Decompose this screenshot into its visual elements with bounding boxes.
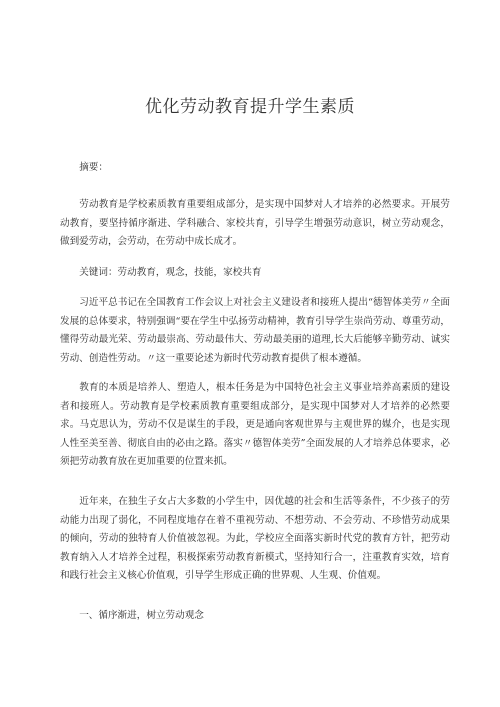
body-paragraph-1: 习近平总书记在全国教育工作会议上对社会主义建设者和接班人提出“德智体美劳〃全面发展的总体要求，特别强调“要在学生中弘扬劳动精神，教育引导学生崇尚劳动、尊重劳动，懂得劳动最光荣、劳动最崇高、劳动最伟大、劳动最美丽的道理,长大后能够辛勤劳动、诚实劳动、创造性劳动。〃这一重要论述为新时代劳动教育提供了根本遵循。 bbox=[60, 297, 450, 364]
abstract-label: 摘要： bbox=[79, 162, 108, 173]
document-title: 优化劳动教育提升学生素质 bbox=[145, 97, 355, 117]
abstract-label-block bbox=[60, 159, 450, 178]
abstract-text: 劳动教育是学校素质教育重要组成部分，是实现中国梦对人才培养的必然要求。开展劳动教育，要坚持循序渐进、学科融合、家校共育，引导学生增强劳动意识，树立劳动观念，做到爱劳动，会劳动，在劳动中成长成才。 bbox=[60, 199, 450, 248]
abstract-block bbox=[60, 196, 450, 252]
paragraph-3-block bbox=[60, 493, 450, 586]
section-heading-block bbox=[60, 607, 450, 626]
keywords-line: 关键词：劳动教育，观念，技能，家校共育 bbox=[79, 267, 262, 278]
body-paragraph-2: 教育的本质是培养人、塑造人，根本任务是为中国特色社会主义事业培养高素质的建设者和接班人。劳动教育是学校素质教育重要组成部分，是实现中国梦对人才培养的必然要求。马克思认为，劳动不仅是谋生的手段，更是通向客观世界与主观世界的媒介，也是实现人性至美至善、彻底自由的必由之路。落实〃德智体美劳”全面发展的人才培养总体要求，必须把劳动教育放在更加重要的位置来抓。 bbox=[60, 382, 450, 468]
section-heading: 一、循序渐进，树立劳动观念 bbox=[79, 610, 204, 621]
paragraph-2-block bbox=[60, 379, 450, 472]
keywords-block bbox=[60, 264, 450, 283]
paragraph-1-block bbox=[60, 294, 450, 368]
body-paragraph-3: 近年来，在独生子女占大多数的小学生中，因优越的社会和生活等条件，不少孩子的劳动能力出现了弱化，不同程度地存在着不重视劳动、不想劳动、不会劳动、不珍惜劳动成果的倾向，劳动的独特育人价值被忽视。为此，学校应全面落实新时代党的教育方针，把劳动教育纳入人才培养全过程，积极探索劳动教育新模式，坚持知行合一，注重教育实效，培育和践行社会主义核心价值观，引导学生形成正确的世界观、人生观、价值观。 bbox=[60, 496, 450, 582]
